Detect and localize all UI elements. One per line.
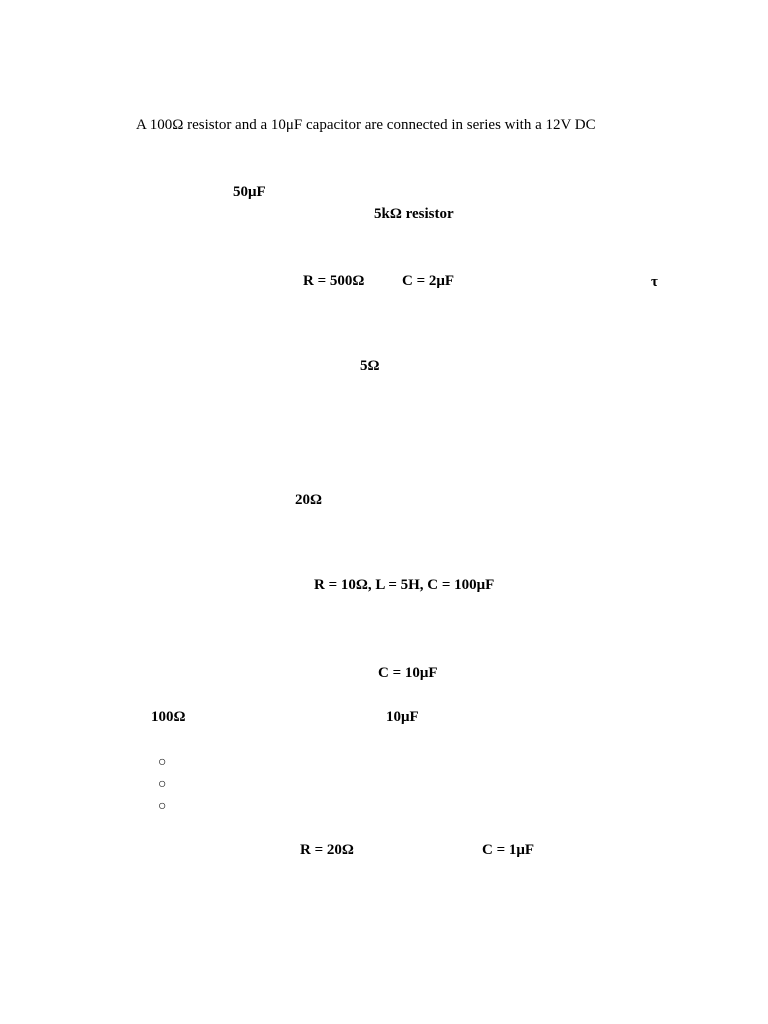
capacitance-2uf: C = 2μF	[402, 273, 455, 289]
capacitance-50uf: 50μF	[233, 184, 266, 200]
tau-symbol: τ	[651, 274, 658, 290]
capacitor-10uf: 10μF	[386, 709, 419, 725]
resistance-20-r: R = 20Ω	[300, 842, 354, 858]
bullet-1: ○	[158, 755, 167, 770]
rlc-values: R = 10Ω, L = 5H, C = 100μF	[314, 577, 495, 593]
resistance-500: R = 500Ω	[303, 273, 365, 289]
bullet-2: ○	[158, 777, 167, 792]
resistance-5: 5Ω	[360, 358, 380, 374]
resistance-100: 100Ω	[151, 709, 186, 725]
resistor-5k: 5kΩ resistor	[374, 206, 454, 222]
capacitance-1uf: C = 1μF	[482, 842, 535, 858]
intro-sentence: A 100Ω resistor and a 10μF capacitor are connected in series with a 12V DC	[136, 117, 596, 133]
capacitance-10uf: C = 10μF	[378, 665, 438, 681]
resistance-20: 20Ω	[295, 492, 323, 508]
bullet-3: ○	[158, 799, 167, 814]
